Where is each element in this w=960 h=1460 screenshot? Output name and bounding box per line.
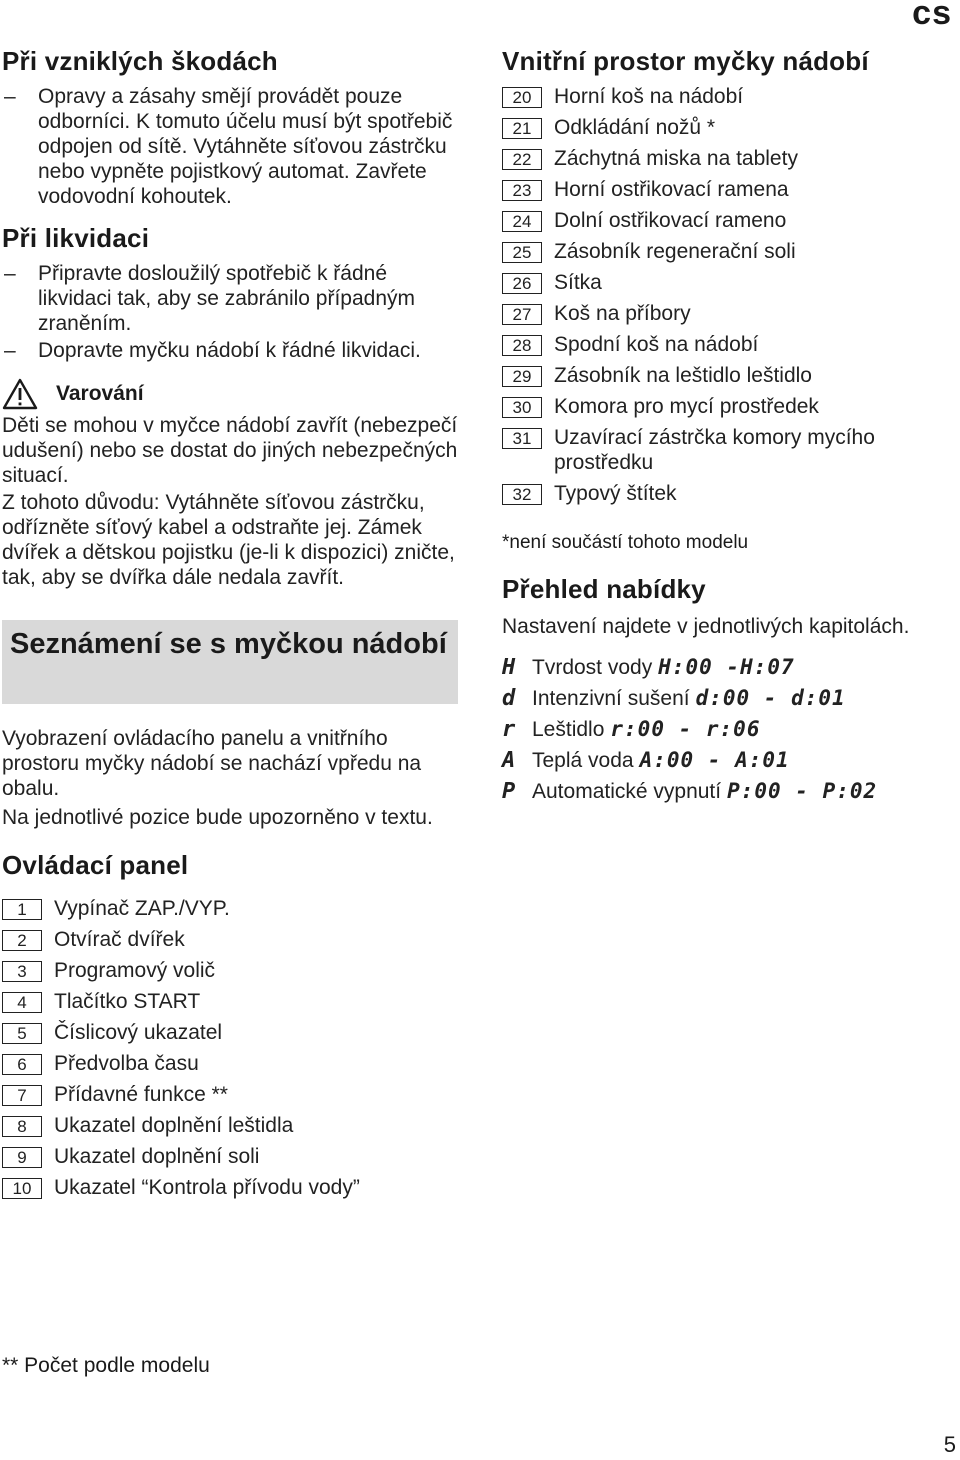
list-item: – Připravte dosloužilý spotřebič k řádné likvidaci tak, aby se zabránilo případným zraněním. <box>4 262 416 335</box>
segment-glyph: H <box>502 655 516 680</box>
interior-heading: Vnitřní prostor myčky nádobí <box>502 46 869 76</box>
list-item: 23 Horní ostřikovací ramena <box>502 177 952 202</box>
list-item: 29 Zásobník na leštidlo leštidlo <box>502 363 952 388</box>
warning-paragraph: Děti se mohou v myčce nádobí zavřít (nebezpečí udušení) nebo se dostat do jiných nebezpečných situací. <box>2 414 458 487</box>
right-column <box>502 44 952 810</box>
list-item: 1 Vypínač ZAP./VYP. <box>2 896 460 921</box>
intro-paragraph: Vyobrazení ovládacího panelu a vnitřního prostoru myčky nádobí se nachází vpředu na obalu. <box>2 727 422 800</box>
list-item: 31 Uzavírací zástrčka komory mycího prostředku <box>502 425 952 475</box>
list-item: 30 Komora pro mycí prostředek <box>502 394 952 419</box>
segment-range: r:00 - r:06 <box>610 717 761 741</box>
warning-text <box>2 413 460 590</box>
list-item: 4 Tlačítko START <box>2 989 460 1014</box>
left-column <box>2 44 460 1206</box>
menu-item: H Tvrdost vody H:00 -H:07 <box>502 655 795 680</box>
list-item: 25 Zásobník regenerační soli <box>502 239 952 264</box>
segment-range: d:00 - d:01 <box>695 686 846 710</box>
section-title: Seznámení se s myčkou nádobí <box>10 628 447 660</box>
menu-intro: Nastavení najdete v jednotlivých kapitolách. <box>502 615 910 638</box>
menu-list <box>502 655 952 804</box>
list-item: 27 Koš na příbory <box>502 301 952 326</box>
list-item: 22 Záchytná miska na tablety <box>502 146 952 171</box>
segment-glyph: r <box>502 717 516 742</box>
menu-item: P Automatické vypnutí P:00 - P:02 <box>502 779 878 804</box>
disposal-list <box>2 261 460 363</box>
list-item: 20 Horní koš na nádobí <box>502 84 952 109</box>
menu-item: r Leštidlo r:00 - r:06 <box>502 717 761 742</box>
segment-glyph: A <box>502 748 516 773</box>
warning-triangle-icon <box>2 378 38 410</box>
warning-header <box>2 377 460 411</box>
intro-text <box>2 726 460 830</box>
segment-range: H:00 -H:07 <box>658 655 795 679</box>
list-item: 26 Sítka <box>502 270 952 295</box>
model-note: *není součástí tohoto modelu <box>502 532 749 553</box>
segment-glyph: d <box>502 686 516 711</box>
damage-heading: Při vzniklých škodách <box>2 46 278 76</box>
list-item: 8 Ukazatel doplnění leštidla <box>2 1113 460 1138</box>
menu-item: d Intenzivní sušení d:00 - d:01 <box>502 686 846 711</box>
list-item: – Dopravte myčku nádobí k řádné likvidaci. <box>4 339 421 362</box>
list-item: 2 Otvírač dvířek <box>2 927 460 952</box>
list-item: 3 Programový volič <box>2 958 460 983</box>
page-number: 5 <box>943 1432 956 1457</box>
warning-label: Varování <box>56 382 144 405</box>
footnote: ** Počet podle modelu <box>2 1354 210 1377</box>
segment-range: P:00 - P:02 <box>727 779 878 803</box>
menu-item: A Teplá voda A:00 - A:01 <box>502 748 790 773</box>
segment-glyph: P <box>502 779 516 804</box>
intro-paragraph: Na jednotlivé pozice bude upozorněno v textu. <box>2 806 433 829</box>
list-item: 21 Odkládání nožů * <box>502 115 952 140</box>
control-panel-list <box>2 896 460 1200</box>
language-code: cs <box>912 0 952 32</box>
list-item: 6 Předvolba času <box>2 1051 460 1076</box>
menu-overview-heading: Přehled nabídky <box>502 574 706 604</box>
interior-list <box>502 84 952 506</box>
damage-list <box>2 84 460 209</box>
list-item: 28 Spodní koš na nádobí <box>502 332 952 357</box>
list-item: 5 Číslicový ukazatel <box>2 1020 460 1045</box>
section-banner <box>2 620 458 704</box>
disposal-heading: Při likvidaci <box>2 223 150 253</box>
warning-paragraph: Z tohoto důvodu: Vytáhněte síťovou zástrčku, odřízněte síťový kabel a odstraňte jej. Zámek dvířek a dětskou pojistku (je-li k dispozici) zničte, tak, aby se dvířka dále nedala zavřít. <box>2 491 455 589</box>
segment-range: A:00 - A:01 <box>639 748 790 772</box>
list-item: 32 Typový štítek <box>502 481 952 506</box>
list-item: 10 Ukazatel “Kontrola přívodu vody” <box>2 1175 460 1200</box>
list-item: – Opravy a zásahy smějí provádět pouze odborníci. K tomuto účelu musí být spotřebič odpojen od sítě. Vytáhněte síťovou zástrčku nebo vypněte pojistkový automat. Zavřete vodovodní kohoutek. <box>4 85 453 208</box>
list-item: 24 Dolní ostřikovací rameno <box>502 208 952 233</box>
list-item: 9 Ukazatel doplnění soli <box>2 1144 460 1169</box>
control-panel-heading: Ovládací panel <box>2 850 189 880</box>
list-item: 7 Přídavné funkce ** <box>2 1082 460 1107</box>
